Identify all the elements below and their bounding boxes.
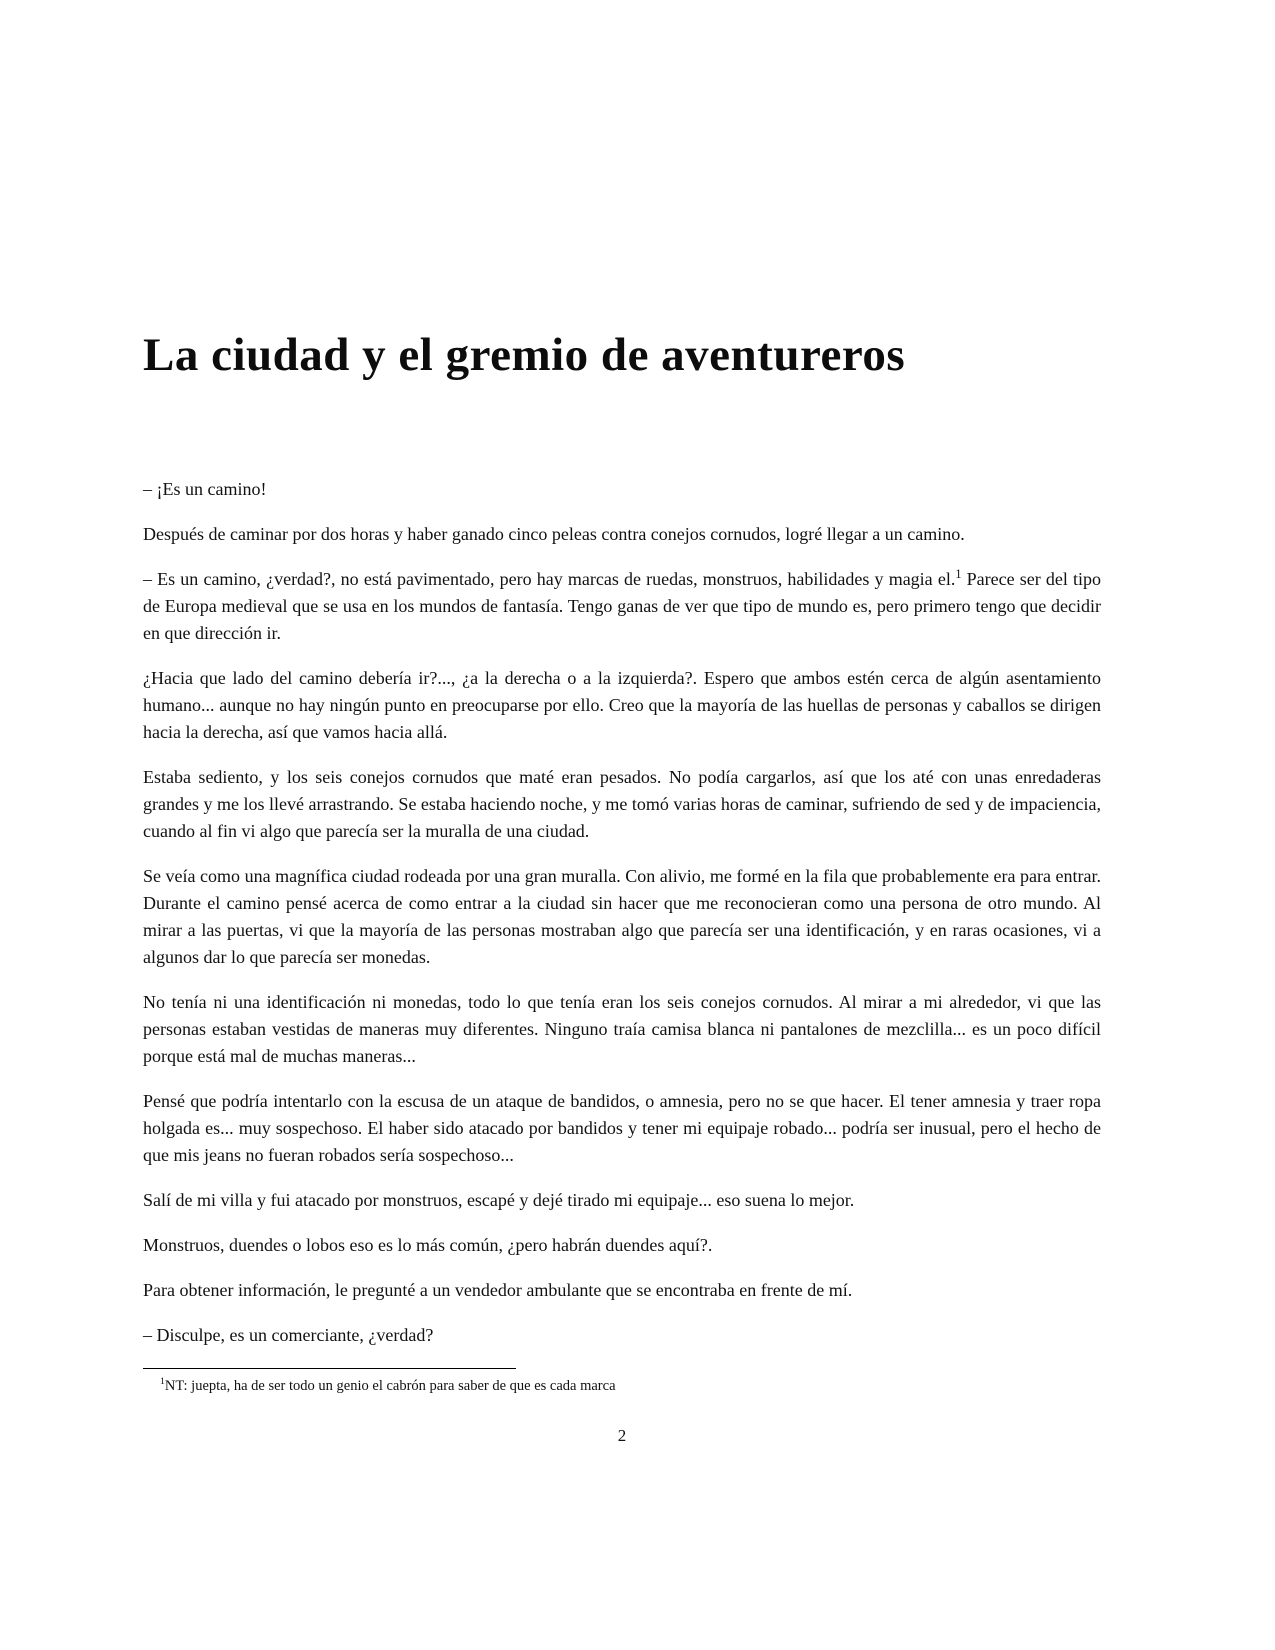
- page-number: 2: [617, 1426, 627, 1445]
- text-block: [143, 331, 1101, 1367]
- page-title: La ciudad y el gremio de aventureros: [143, 329, 906, 381]
- paragraph: ¿Hacia que lado del camino debería ir?..., ¿a la derecha o a la izquierda?. Espero que ambos estén cerca de algún asentamiento humano... aunque no hay ningún punto en preocuparse por ello. Creo que la mayoría de las huellas de personas y caballos se dirigen hacia la derecha, así que vamos hacia allá.: [143, 668, 1101, 743]
- paragraph: No tenía ni una identificación ni monedas, todo lo que tenía eran los seis conejos cornudos. Al mirar a mi alrededor, vi que las personas estaban vestidas de maneras muy diferentes. Ninguno traía camisa blanca ni pantalones de mezclilla... es un poco difícil porque está mal de muchas maneras...: [143, 992, 1101, 1067]
- paragraph: Para obtener información, le pregunté a un vendedor ambulante que se encontraba en frente de mí.: [143, 1280, 853, 1301]
- paragraph: Se veía como una magnífica ciudad rodeada por una gran muralla. Con alivio, me formé en la fila que probablemente era para entrar. Durante el camino pensé acerca de como entrar a la ciudad sin hacer que me reconocieran como una persona de otro mundo. Al mirar a las puertas, vi que la mayoría de las personas mostraban algo que parecía ser una identificación, y en raras ocasiones, vi a algunos dar lo que parecía ser monedas.: [143, 866, 1101, 968]
- paragraph: – ¡Es un camino!: [143, 479, 267, 500]
- paragraph: Pensé que podría intentarlo con la escusa de un ataque de bandidos, o amnesia, pero no se que hacer. El tener amnesia y traer ropa holgada es... muy sospechoso. El haber sido atacado por bandidos y tener mi equipaje robado... podría ser inusual, pero el hecho de que mis jeans no fueran robados sería sospechoso...: [143, 1091, 1101, 1166]
- footnote-reference: 1: [955, 567, 962, 582]
- paragraph: Estaba sediento, y los seis conejos cornudos que maté eran pesados. No podía cargarlos, así que los até con unas enredaderas grandes y me los llevé arrastrando. Se estaba haciendo noche, y me tomó varias horas de caminar, sufriendo de sed y de impaciencia, cuando al fin vi algo que parecía ser la muralla de una ciudad.: [143, 767, 1101, 842]
- footnote: [143, 1376, 1101, 1396]
- footnote-marker: 1: [160, 1376, 165, 1388]
- paragraph: Salí de mi villa y fui atacado por monstruos, escapé y dejé tirado mi equipaje... eso suena lo mejor.: [143, 1190, 855, 1211]
- paragraph: – Disculpe, es un comerciante, ¿verdad?: [143, 1325, 434, 1346]
- footnote-area: [143, 1368, 1101, 1396]
- footnote-rule: [143, 1368, 516, 1369]
- paragraph: [143, 566, 1101, 647]
- paragraph-text: – Es un camino, ¿verdad?, no está pavimentado, pero hay marcas de ruedas, monstruos, habilidades y magia el.: [143, 569, 956, 590]
- paragraph-text: Parece ser del tipo de Europa medieval que se usa en los mundos de fantasía. Tengo ganas de ver que tipo de mundo es, pero primero tengo que decidir en que dirección ir.: [143, 569, 1101, 644]
- footnote-text: NT: juepta, ha de ser todo un genio el cabrón para saber de que es cada marca: [164, 1378, 616, 1394]
- paragraph: Monstruos, duendes o lobos eso es lo más común, ¿pero habrán duendes aquí?.: [143, 1235, 713, 1256]
- paragraph: Después de caminar por dos horas y haber ganado cinco peleas contra conejos cornudos, logré llegar a un camino.: [143, 524, 965, 545]
